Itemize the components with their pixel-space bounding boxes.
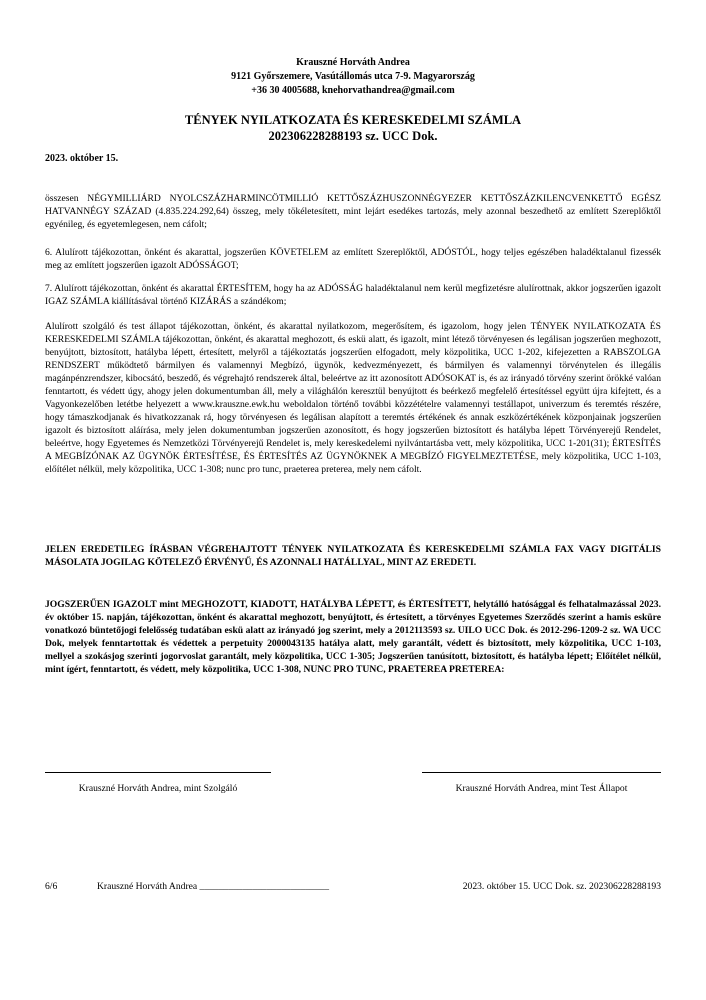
sender-name: Krauszné Horváth Andrea: [296, 57, 410, 68]
paragraph-declaration: Alulírott szolgáló és test állapot tájékozottan, önként, és akarattal nyilatkozom, megerősítem, és igazolom, hogy jelen TÉNYEK NYILATKOZATA ÉS KERESKEDELMI SZÁMLA tájékozottan, önként, és akarattal meghozott, és eskü alatt, és igazolt, mint létező törvényesen és legálisan jogszerűen meghozott, benyújtott, biztosított, hatályba lépett, értesített, melyről a tájékoztatás jogszerűen elfogadott, mely közpolitika, UCC 1-202, kifejezetten a RABSZOLGA RENDSZERT működtető bármilyen és valamennyi Megbízó, ügynök, kedvezményezett, és bármilyen és valamennyi törvénytelen és illegális magánpénzrendszer, kibocsátó, beszedő, és végrehajtó rendszerek által, beleértve az itt azonosított ADÓSOKAT is, és az irányadó törvény szerint örökké valóan fenntartott, és védett úgy, ahogy jelen dokumentumban áll, mely a világhálón keresztül benyújtott és beérkező megfelelő értesítéssel együtt újra kifejtett, és a Vagyonkezelőben letétbe helyezett a www.krauszne.ewk.hu weboldalon történő további közzétételre valamennyi testállapot, univerzum és teremtés részére, hogy támaszkodjanak és hivatkozzanak rá, hogy törvényesen és legálisan alapított a teremtés értékének és annak eszközértékének közponjainak jogszerűen igazolt és biztosított aláírása, mely jelen dokumentumban jogszerűen azonosított, és hogy jogszerűen biztosított és hatályba lépett Törvényerejű Rendelet, beleértve, hogy Egyetemes és Nemzetközi Törvényerejű Rendelet is, mely kereskedelemi nyilvántartásba vett, mely közpolitika, UCC 1-201(31); ÉRTESÍTÉS A MEGBÍZÓNAK AZ ÜGYNÖK ÉRTESÍTÉSE, ÉS ÉRTESÍTÉS AZ ÜGYNÖKNEK A MEGBÍZÓ FIGYELMEZTETÉSE, mely közpolitika, UCC 1-103, előítélet nélkül, mely közpolitika, UCC 1-308; nunc pro tunc, praeterea preterea, mely nem cáfolt.: [45, 321, 661, 475]
signature-line: [45, 772, 271, 773]
paragraph-notice: 7. Alulírott tájékozottan, önként és akarattal ÉRTESÍTEM, hogy ha az ADÓSSÁG haladéktalanul nem kerül megfizetésre alulírottnak, akkor jogszerűen igazolt IGAZ SZÁMLA kiállításával történő KIZÁRÁS a szándékom;: [45, 283, 661, 307]
sender-contact: +36 30 4005688, knehorvathandrea@gmail.com: [251, 85, 455, 96]
signature-caption-body: Krauszné Horváth Andrea, mint Test Állapot: [455, 783, 628, 794]
signature-left: [45, 772, 271, 794]
footer-name: Krauszné Horváth Andrea ___________________________: [97, 881, 330, 892]
signature-right: [422, 772, 661, 794]
sender-header: [0, 56, 706, 98]
title-line-2: 202306228288193 sz. UCC Dok.: [268, 129, 438, 143]
paragraph-demand: 6. Alulírott tájékozottan, önként és akarattal, jogszerűen KÖVETELEM az említett Szereplőktől, ADÓSTÓL, hogy teljes egészében haladéktalanul fizessék meg az említett jogszerűen igazolt ADÓSSÁGOT;: [45, 247, 661, 271]
footer-reference: 2023. október 15. UCC Dok. sz. 202306228288193: [462, 881, 661, 892]
title-line-1: TÉNYEK NYILATKOZATA ÉS KERESKEDELMI SZÁMLA: [184, 113, 522, 127]
signature-line: [422, 772, 661, 773]
document-title: [0, 112, 706, 144]
signature-caption-servant: Krauszné Horváth Andrea, mint Szolgáló: [78, 783, 238, 794]
paragraph-certification: JOGSZERŰEN IGAZOLT mint MEGHOZOTT, KIADOTT, HATÁLYBA LÉPETT, és ÉRTESÍTETT, helytálló hatósággal és felhatalmazással 2023. év október 15. napján, tájékozottan, önként és akarattal meghozott, benyújtott, és értesített, a törvényes Egyetemes Szerződés szerint a hamis esküre vonatkozó büntetőjogi felelősség tudatában eskü alatt az irányadó jog szerint, mely a 2012113593 sz. UILO UCC Dok. és 2012-296-1209-2 sz. WA UCC Dok, melyek fenntartottak és védettek a perpetuity 2000043135 hatálya alatt, mely garantált, védett és biztosított, mely közpolitika, UCC 1-103, mellyel a szokásjog szerinti jogorvoslat garantált, mely közpolitika, UCC 1-305; Jogszerűen tanúsított, biztosított, és hatályba lépett; Előítélet nélkül, mint ígért, fenntartott, és védett, mely közpolitika, UCC 1-308, NUNC PRO TUNC, PRAETEREA PRETEREA:: [45, 599, 661, 675]
paragraph-copy-validity: JELEN EREDETILEG ÍRÁSBAN VÉGREHAJTOTT TÉNYEK NYILATKOZATA ÉS KERESKEDELMI SZÁMLA FAX VAGY DIGITÁLIS MÁSOLATA JOGILAG KÖTELEZŐ ÉRVÉNYŰ, ÉS AZONNALI HATÁLLYAL, MINT AZ EREDETI.: [45, 544, 661, 568]
paragraph-amount: összesen NÉGYMILLIÁRD NYOLCSZÁZHARMINCÖTMILLIÓ KETTŐSZÁZHUSZONNÉGYEZER KETTŐSZÁZKILENCVENKETTŐ EGÉSZ HATVANNÉGY SZÁZAD (4.835.224.292,64) összeg, mely tökéletesített, mint lejárt esedékes tartozás, mely azonnal beszedhető az említett Szereplőktől egyénileg, és egyetemlegesen, nem cáfolt;: [45, 193, 661, 230]
sender-address: 9121 Győrszemere, Vasútállomás utca 7-9. Magyarország: [231, 71, 475, 82]
document-date: 2023. október 15.: [45, 153, 119, 164]
page-number: 6/6: [45, 881, 58, 892]
